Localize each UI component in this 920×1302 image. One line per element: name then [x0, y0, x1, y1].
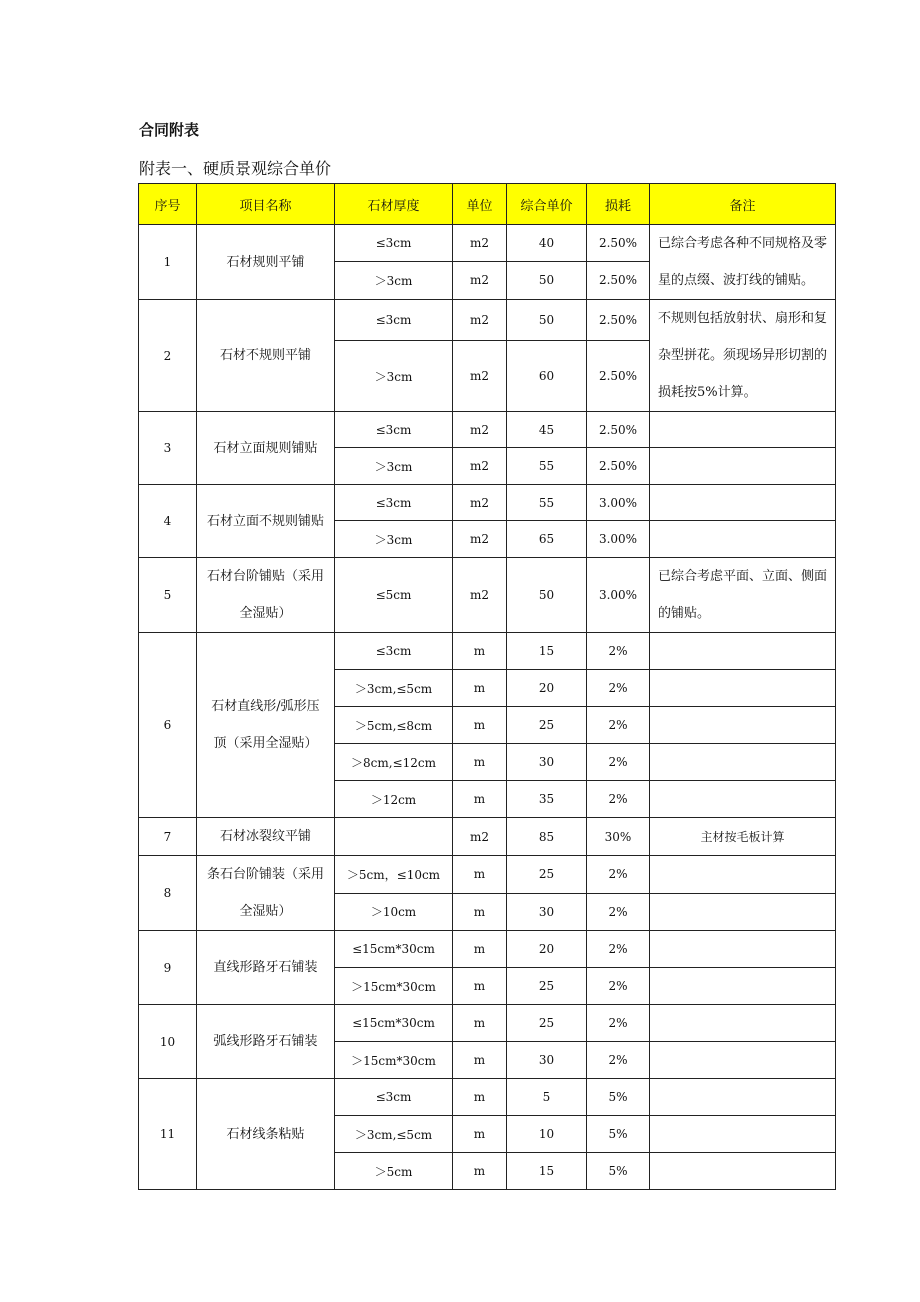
- remarks-cell: [650, 448, 836, 485]
- price-cell: 30: [507, 744, 587, 781]
- row-number: 10: [139, 1005, 197, 1079]
- page-title: 合同附表: [139, 121, 200, 139]
- thickness-cell: ≤3cm: [335, 412, 453, 448]
- price-cell: 20: [507, 670, 587, 707]
- loss-cell: 3.00%: [587, 521, 650, 558]
- price-cell: 30: [507, 1042, 587, 1079]
- thickness-cell: ＞5cm: [335, 1153, 453, 1190]
- unit-cell: m: [453, 1116, 507, 1153]
- thickness-cell: ＞5cm,≤8cm: [335, 707, 453, 744]
- item-name: 弧线形路牙石铺装: [197, 1005, 335, 1079]
- loss-cell: 2.50%: [587, 225, 650, 262]
- remarks-cell: [650, 670, 836, 707]
- price-cell: 10: [507, 1116, 587, 1153]
- loss-cell: 2.50%: [587, 261, 650, 299]
- item-name: 石材立面不规则铺贴: [197, 485, 335, 558]
- header-unit-price: 综合单价: [507, 184, 587, 225]
- thickness-cell: ≤3cm: [335, 1079, 453, 1116]
- price-cell: 40: [507, 225, 587, 262]
- price-cell: 15: [507, 633, 587, 670]
- unit-cell: m: [453, 670, 507, 707]
- remarks-cell: [650, 893, 836, 931]
- remarks-cell: [650, 412, 836, 448]
- loss-cell: 5%: [587, 1079, 650, 1116]
- price-cell: 50: [507, 261, 587, 299]
- row-number: 1: [139, 225, 197, 300]
- row-number: 11: [139, 1079, 197, 1190]
- remarks-cell: [650, 1005, 836, 1042]
- thickness-cell: ＞15cm*30cm: [335, 968, 453, 1005]
- thickness-cell: ＞3cm: [335, 521, 453, 558]
- thickness-cell: ＞10cm: [335, 893, 453, 931]
- unit-cell: m: [453, 931, 507, 968]
- loss-cell: 2%: [587, 1042, 650, 1079]
- loss-cell: 2%: [587, 968, 650, 1005]
- thickness-cell: ≤3cm: [335, 225, 453, 262]
- thickness-cell: ≤5cm: [335, 558, 453, 633]
- thickness-cell: ≤15cm*30cm: [335, 931, 453, 968]
- loss-cell: 3.00%: [587, 485, 650, 521]
- table-body: [139, 225, 836, 1190]
- price-cell: 85: [507, 818, 587, 856]
- thickness-cell: ＞3cm: [335, 448, 453, 485]
- loss-cell: 2%: [587, 633, 650, 670]
- item-name: 石材冰裂纹平铺: [197, 818, 335, 856]
- thickness-cell: ＞12cm: [335, 781, 453, 818]
- thickness-cell: ≤3cm: [335, 633, 453, 670]
- table-header-row: [139, 184, 836, 225]
- price-cell: 25: [507, 1005, 587, 1042]
- table-row: [139, 818, 836, 856]
- loss-cell: 2.50%: [587, 300, 650, 341]
- header-unit: 单位: [453, 184, 507, 225]
- remarks-cell: 已综合考虑各种不同规格及零星的点缀、波打线的铺贴。: [650, 225, 836, 300]
- loss-cell: 2%: [587, 931, 650, 968]
- price-cell: 25: [507, 707, 587, 744]
- unit-cell: m2: [453, 485, 507, 521]
- loss-cell: 2.50%: [587, 341, 650, 412]
- thickness-cell: ＞3cm: [335, 261, 453, 299]
- unit-cell: m2: [453, 558, 507, 633]
- thickness-cell: ＞8cm,≤12cm: [335, 744, 453, 781]
- unit-cell: m: [453, 707, 507, 744]
- unit-cell: m2: [453, 261, 507, 299]
- remarks-cell: [650, 485, 836, 521]
- loss-cell: 2%: [587, 1005, 650, 1042]
- header-thickness: 石材厚度: [335, 184, 453, 225]
- item-name: 石材台阶铺贴（采用全湿贴）: [197, 558, 335, 633]
- price-cell: 25: [507, 968, 587, 1005]
- unit-cell: m2: [453, 818, 507, 856]
- unit-cell: m2: [453, 448, 507, 485]
- remarks-cell: [650, 633, 836, 670]
- remarks-cell: [650, 1042, 836, 1079]
- row-number: 7: [139, 818, 197, 856]
- price-cell: 5: [507, 1079, 587, 1116]
- header-loss: 损耗: [587, 184, 650, 225]
- unit-cell: m2: [453, 412, 507, 448]
- price-cell: 35: [507, 781, 587, 818]
- price-cell: 45: [507, 412, 587, 448]
- loss-cell: 5%: [587, 1153, 650, 1190]
- unit-cell: m: [453, 633, 507, 670]
- table-row: [139, 931, 836, 968]
- unit-price-table: [138, 183, 836, 1190]
- thickness-cell: ＞5cm，≤10cm: [335, 856, 453, 894]
- item-name: 直线形路牙石铺装: [197, 931, 335, 1005]
- price-cell: 50: [507, 300, 587, 341]
- thickness-cell: ≤3cm: [335, 485, 453, 521]
- thickness-cell: ＞3cm,≤5cm: [335, 1116, 453, 1153]
- remarks-cell: 主材按毛板计算: [650, 818, 836, 856]
- thickness-cell: ≤15cm*30cm: [335, 1005, 453, 1042]
- thickness-cell: ≤3cm: [335, 300, 453, 341]
- item-name: 石材线条粘贴: [197, 1079, 335, 1190]
- row-number: 9: [139, 931, 197, 1005]
- thickness-cell: ＞3cm,≤5cm: [335, 670, 453, 707]
- remarks-cell: [650, 931, 836, 968]
- unit-cell: m: [453, 893, 507, 931]
- price-cell: 20: [507, 931, 587, 968]
- loss-cell: 2%: [587, 781, 650, 818]
- table-row: [139, 412, 836, 448]
- loss-cell: 2%: [587, 856, 650, 894]
- loss-cell: 5%: [587, 1116, 650, 1153]
- unit-cell: m: [453, 856, 507, 894]
- unit-cell: m: [453, 744, 507, 781]
- price-cell: 55: [507, 448, 587, 485]
- price-cell: 15: [507, 1153, 587, 1190]
- price-cell: 25: [507, 856, 587, 894]
- table-row: [139, 485, 836, 521]
- row-number: 8: [139, 856, 197, 931]
- thickness-cell: [335, 818, 453, 856]
- loss-cell: 2%: [587, 707, 650, 744]
- remarks-cell: [650, 744, 836, 781]
- item-name: 条石台阶铺装（采用全湿贴）: [197, 856, 335, 931]
- unit-cell: m2: [453, 300, 507, 341]
- row-number: 5: [139, 558, 197, 633]
- row-number: 3: [139, 412, 197, 485]
- item-name: 石材立面规则铺贴: [197, 412, 335, 485]
- remarks-cell: [650, 968, 836, 1005]
- header-item-name: 项目名称: [197, 184, 335, 225]
- loss-cell: 2%: [587, 670, 650, 707]
- item-name: 石材不规则平铺: [197, 300, 335, 412]
- unit-cell: m: [453, 1153, 507, 1190]
- remarks-cell: 已综合考虑平面、立面、侧面的铺贴。: [650, 558, 836, 633]
- thickness-cell: ＞15cm*30cm: [335, 1042, 453, 1079]
- loss-cell: 3.00%: [587, 558, 650, 633]
- header-remarks: 备注: [650, 184, 836, 225]
- row-number: 4: [139, 485, 197, 558]
- remarks-cell: [650, 1116, 836, 1153]
- table-row: [139, 300, 836, 341]
- table-row: [139, 1005, 836, 1042]
- table-row: [139, 558, 836, 633]
- item-name: 石材直线形/弧形压顶（采用全湿贴）: [197, 633, 335, 818]
- table-row: [139, 856, 836, 894]
- remarks-cell: [650, 707, 836, 744]
- unit-cell: m2: [453, 341, 507, 412]
- price-cell: 60: [507, 341, 587, 412]
- loss-cell: 2.50%: [587, 448, 650, 485]
- remarks-cell: [650, 781, 836, 818]
- remarks-cell: [650, 521, 836, 558]
- loss-cell: 2%: [587, 893, 650, 931]
- remarks-cell: [650, 856, 836, 894]
- unit-cell: m: [453, 968, 507, 1005]
- price-cell: 65: [507, 521, 587, 558]
- price-cell: 55: [507, 485, 587, 521]
- table-row: [139, 225, 836, 262]
- unit-cell: m2: [453, 225, 507, 262]
- price-cell: 30: [507, 893, 587, 931]
- thickness-cell: ＞3cm: [335, 341, 453, 412]
- unit-cell: m: [453, 1042, 507, 1079]
- remarks-cell: 不规则包括放射状、扇形和复杂型拼花。须现场异形切割的损耗按5%计算。: [650, 300, 836, 412]
- unit-cell: m: [453, 781, 507, 818]
- item-name: 石材规则平铺: [197, 225, 335, 300]
- table-caption: 附表一、硬质景观综合单价: [139, 159, 332, 178]
- row-number: 2: [139, 300, 197, 412]
- loss-cell: 2%: [587, 744, 650, 781]
- row-number: 6: [139, 633, 197, 818]
- table-row: [139, 633, 836, 670]
- remarks-cell: [650, 1079, 836, 1116]
- loss-cell: 30%: [587, 818, 650, 856]
- remarks-cell: [650, 1153, 836, 1190]
- header-no: 序号: [139, 184, 197, 225]
- price-cell: 50: [507, 558, 587, 633]
- table-row: [139, 1079, 836, 1116]
- unit-cell: m: [453, 1005, 507, 1042]
- loss-cell: 2.50%: [587, 412, 650, 448]
- unit-cell: m2: [453, 521, 507, 558]
- unit-cell: m: [453, 1079, 507, 1116]
